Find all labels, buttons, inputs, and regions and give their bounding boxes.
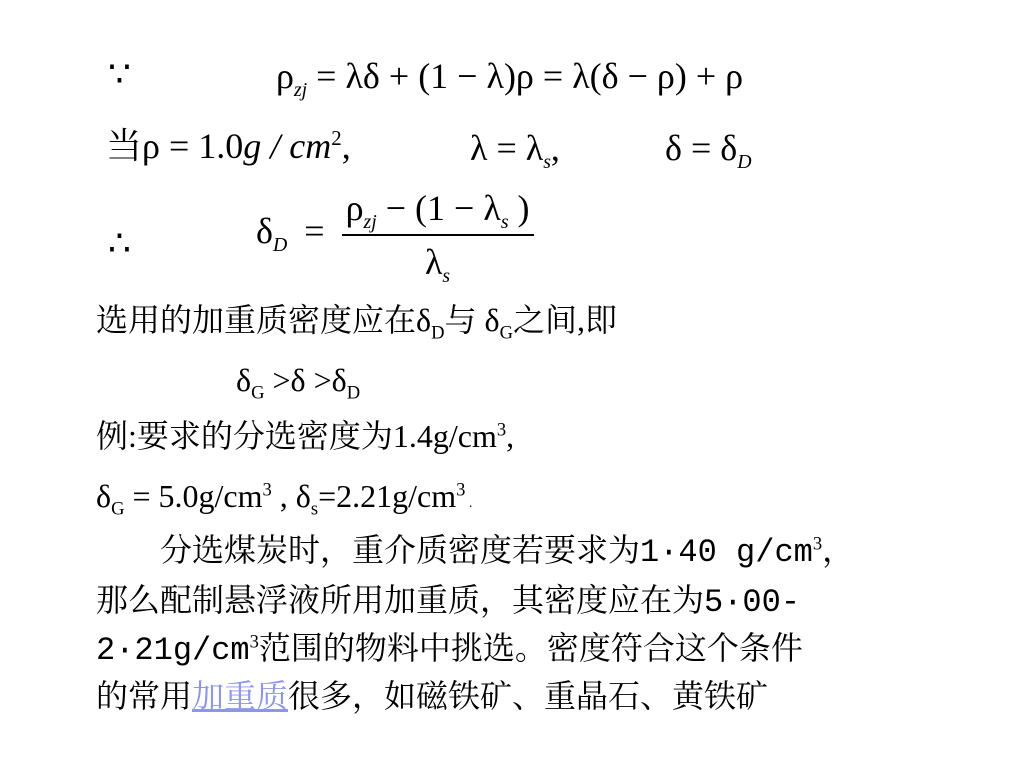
rho-zj: $\rho_{zj}$: [276, 56, 308, 102]
fraction: [342, 188, 534, 288]
fraction-denominator: $\lambda_s$: [424, 242, 451, 288]
density-equation: [276, 56, 744, 102]
because-symbol: ∵: [108, 54, 131, 94]
condition-unit: g / cm: [243, 126, 332, 166]
condition-lambda: $\lambda = \lambda_s$,: [470, 128, 560, 174]
selection-statement: 选用的加重质密度应在$\delta_D$与 $\delta_G$之间,即: [96, 302, 618, 344]
condition-line: 当$\rho = 1.0g / cm^2$,: [106, 126, 351, 166]
fraction-numerator: $\rho_{zj} - (1 - \lambda_s$ ): [342, 190, 534, 236]
condition-prefix: 当: [106, 126, 143, 166]
condition-delta: $\delta = \delta_D$: [665, 128, 752, 174]
delta-d-formula: $\delta_D$ = $\frac{\rho_{zj} - (1 - \lambda_s )}{\lambda_s}$: [256, 190, 534, 280]
values-line: $\delta_G = 5.0g/cm^3$ , $\delta_s=2.21g/cm^3$ .: [96, 478, 473, 520]
delta-d: $\delta_D$: [256, 211, 288, 257]
paragraph-line-4: 的常用加重质很多，如磁铁矿、重晶石、黄铁矿: [96, 678, 769, 714]
therefore-symbol: ∴: [108, 223, 131, 263]
paragraph-line-1: 分选煤炭时，重介质密度若要求为1·40 $g/cm^3$，: [96, 532, 855, 571]
example-line: 例:要求的分选密度为$1.4g/cm^3$,: [96, 418, 515, 454]
paragraph-line-3: $2\cdot 21g/cm^3$范围的物料中挑选。密度符合这个条件: [96, 630, 803, 669]
paragraph-line-2: 那么配制悬浮液所用加重质，其密度应在为5·00-: [96, 582, 801, 621]
equation-rhs: = λδ + (1 − λ)ρ = λ(δ − ρ) + ρ: [316, 56, 744, 96]
weighting-material-link[interactable]: 加重质: [192, 678, 289, 714]
condition-rho: ρ = 1.0: [142, 126, 244, 166]
inequality-line: $\delta_G >\delta >\delta_D$: [236, 362, 361, 404]
